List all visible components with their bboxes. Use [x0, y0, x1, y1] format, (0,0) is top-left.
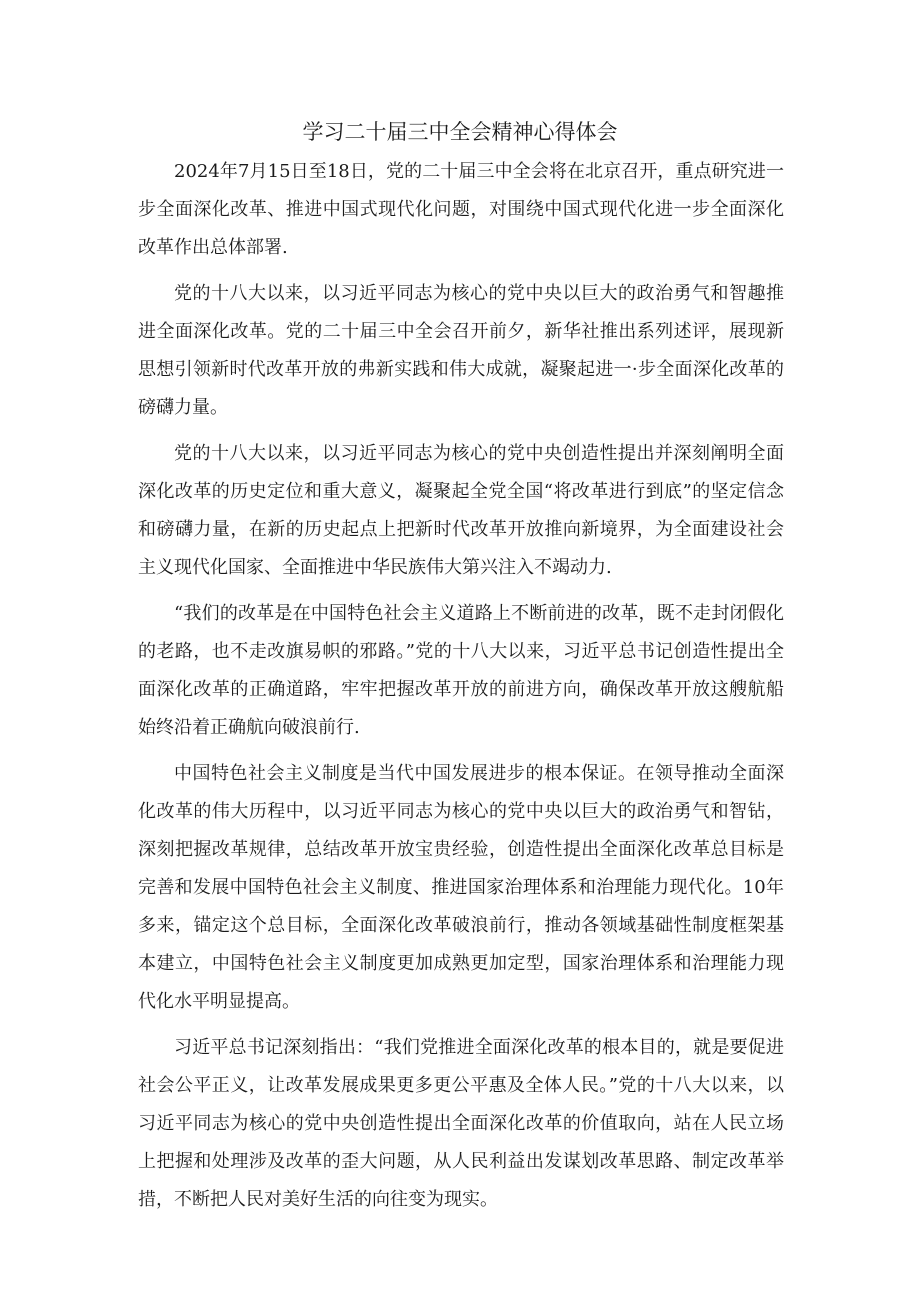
- paragraph-4: “我们的改革是在中国特色社会主义道路上不断前进的改革，既不走封闭假化的老路，也不走改旗易帜的邪路。”党的十八大以来，习近平总书记创造性提出全面深化改革的正确道路，牢牢把握改革开放的前进方向，确保改革开放这艘航船始终沿着正确航向破浪前行.: [138, 603, 784, 738]
- paragraph-5: 中国特色社会主义制度是当代中国发展进步的根本保证。在领导推动全面深化改革的伟大历程中，以习近平同志为核心的党中央以巨大的政治勇气和智钻，深刻把握改革规律，总结改革开放宝贵经验，创造性提出全面深化改革总目标是完善和发展中国特色社会主义制度、推进国家治理体系和治理能力现代化。10年多来，锚定这个总目标，全面深化改革破浪前行，推动各领域基础性制度框架基本建立，中国特色社会主义制度更加成熟更加定型，国家治理体系和治理能力现代化水平明显提高。: [138, 763, 784, 1012]
- document-title: 学习二十届三中全会精神心得体会: [302, 120, 618, 144]
- paragraph-3: 党的十八大以来，以习近平同志为核心的党中央创造性提出并深刻阐明全面深化改革的历史定位和重大意义，凝聚起全党全国“将改革进行到底”的坚定信念和磅礴力量，在新的历史起点上把新时代改革开放推向新境界，为全面建设社会主义现代化国家、全面推进中华民族伟大第兴注入不竭动力.: [138, 443, 784, 578]
- paragraph-2: 党的十八大以来，以习近平同志为核心的党中央以巨大的政治勇气和智趣推进全面深化改革。党的二十届三中全会召开前夕，新华社推出系列述评，展现新思想引领新时代改革开放的弗新实践和伟大成就，凝聚起进一·步全面深化改革的磅礴力量。: [138, 283, 784, 418]
- paragraph-1: 2024年7月15日至18日，党的二十届三中全会将在北京召开，重点研究进一步全面深化改革、推进中国式现代化问题，对围绕中国式现代化进一步全面深化改革作出总体部署.: [138, 161, 784, 258]
- document-body: [138, 153, 784, 1219]
- paragraph-6: 习近平总书记深刻指出：“我们党推进全面深化改革的根本目的，就是要促进社会公平正义，让改革发展成果更多更公平惠及全体人民。”党的十八大以来，以习近平同志为核心的党中央创造性提出全面深化改革的价值取向，站在人民立场上把握和处理涉及改革的歪大问题，从人民利益出发谋划改革思路、制定改革举措，不断把人民对美好生活的向往变为现实。: [138, 1037, 784, 1210]
